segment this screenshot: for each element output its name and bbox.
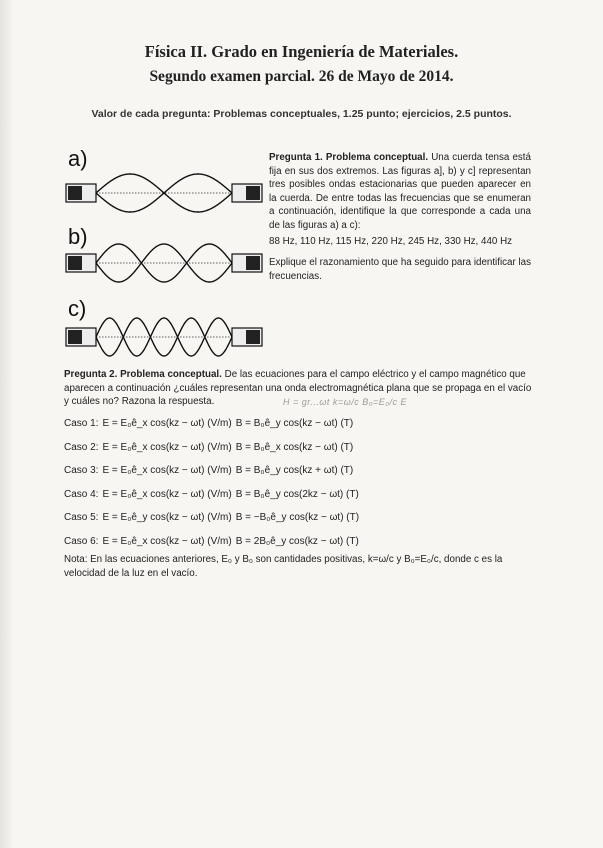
case-label: Caso 5: xyxy=(64,512,99,523)
case-b: B = B₀ê_x cos(kz − ωt) (T) xyxy=(235,441,354,453)
left-clamp-block xyxy=(68,256,82,270)
case-b: B = 2B₀ê_y cos(kz − ωt) (T) xyxy=(235,535,359,547)
case-label: Caso 3: xyxy=(64,465,99,476)
case-e: E = E₀ê_x cos(kz − ωt) (V/m) xyxy=(102,418,232,429)
case-e: E = E₀ê_y cos(kz − ωt) (V/m) xyxy=(102,512,232,523)
case-b: B = B₀ê_y cos(2kz − ωt) (T) xyxy=(235,488,359,500)
right-clamp-block xyxy=(246,186,260,200)
frequency-list: 88 Hz, 110 Hz, 115 Hz, 220 Hz, 245 Hz, 330 Hz, 440 Hz xyxy=(269,236,513,247)
pregunta1-body: Una cuerda tensa está fija en sus dos extremos. Las figuras a], b) y c] representan tres posibles ondas estacionarias que pueden aparecer en la cuerda. De entre todas las frecuencias que se enumeran a continuación, identifique la que corresponde a cada una de las figuras a) a c): xyxy=(269,152,531,231)
standing-wave-figure-b xyxy=(64,240,264,286)
case-b: B = B₀ê_y cos(kz + ωt) (T) xyxy=(235,465,354,476)
left-clamp-block xyxy=(68,330,82,344)
case-row xyxy=(64,489,363,500)
case-b: B = −B₀ê_y cos(kz − ωt) (T) xyxy=(235,512,360,523)
case-label: Caso 6: xyxy=(64,535,99,547)
scan-shadow xyxy=(0,0,14,848)
case-row xyxy=(64,536,363,547)
left-clamp-block xyxy=(68,186,82,200)
right-clamp-block xyxy=(246,256,260,270)
case-row xyxy=(64,442,357,453)
standing-wave-figure-a xyxy=(64,170,264,216)
pregunta1-heading: Pregunta 1. Problema conceptual. xyxy=(269,152,429,163)
note-text: Nota: En las ecuaciones anteriores, E₀ y B₀ son cantidades positivas, k=ω/c y B₀=E₀/c, donde c es la velocidad de la luz en el vacío. xyxy=(64,554,503,579)
pregunta1-text xyxy=(269,151,531,233)
case-e: E = E₀ê_x cos(kz − ωt) (V/m) xyxy=(102,535,232,547)
pregunta2-body: De las ecuaciones para el campo eléctrico y el campo magnético que aparecen a continuación ¿cuáles representan una onda electromagnética plana que se propaga en el vacío y cuáles no? Razona la respuesta. xyxy=(64,369,532,408)
exam-subtitle: Segundo examen parcial. 26 de Mayo de 2014. xyxy=(149,68,454,85)
case-label: Caso 2: xyxy=(64,441,99,453)
figure-label-b: b) xyxy=(68,224,88,249)
question-values: Valor de cada pregunta: Problemas conceptuales, 1.25 punto; ejercicios, 2.5 puntos. xyxy=(91,108,512,120)
right-clamp-block xyxy=(246,330,260,344)
wave-envelope-upper xyxy=(96,174,232,212)
figure-label-a: a) xyxy=(68,146,88,171)
case-row xyxy=(64,418,357,429)
standing-wave-figure-c xyxy=(64,314,264,360)
case-label: Caso 1: xyxy=(64,418,99,429)
pregunta1-explain: Explique el razonamiento que ha seguido para identificar las frecuencias. xyxy=(269,257,531,282)
case-e: E = E₀ê_x cos(kz − ωt) (V/m) xyxy=(102,441,232,453)
handwritten-scribble: H = gr...ωt k=ω/c B₀=E₀/c E xyxy=(283,397,408,407)
figure-label-c: c) xyxy=(68,296,87,321)
wave-envelope-upper xyxy=(96,244,232,282)
case-label: Caso 4: xyxy=(64,488,99,500)
case-b: B = B₀ê_y cos(kz − ωt) (T) xyxy=(235,418,354,429)
case-row xyxy=(64,465,357,476)
case-e: E = E₀ê_x cos(kz − ωt) (V/m) xyxy=(102,465,232,476)
wave-envelope-lower xyxy=(96,244,232,282)
exam-title: Física II. Grado en Ingeniería de Materiales. xyxy=(144,42,459,61)
case-row xyxy=(64,512,363,523)
pregunta2-heading: Pregunta 2. Problema conceptual. xyxy=(64,369,222,380)
case-e: E = E₀ê_x cos(kz − ωt) (V/m) xyxy=(102,488,232,500)
